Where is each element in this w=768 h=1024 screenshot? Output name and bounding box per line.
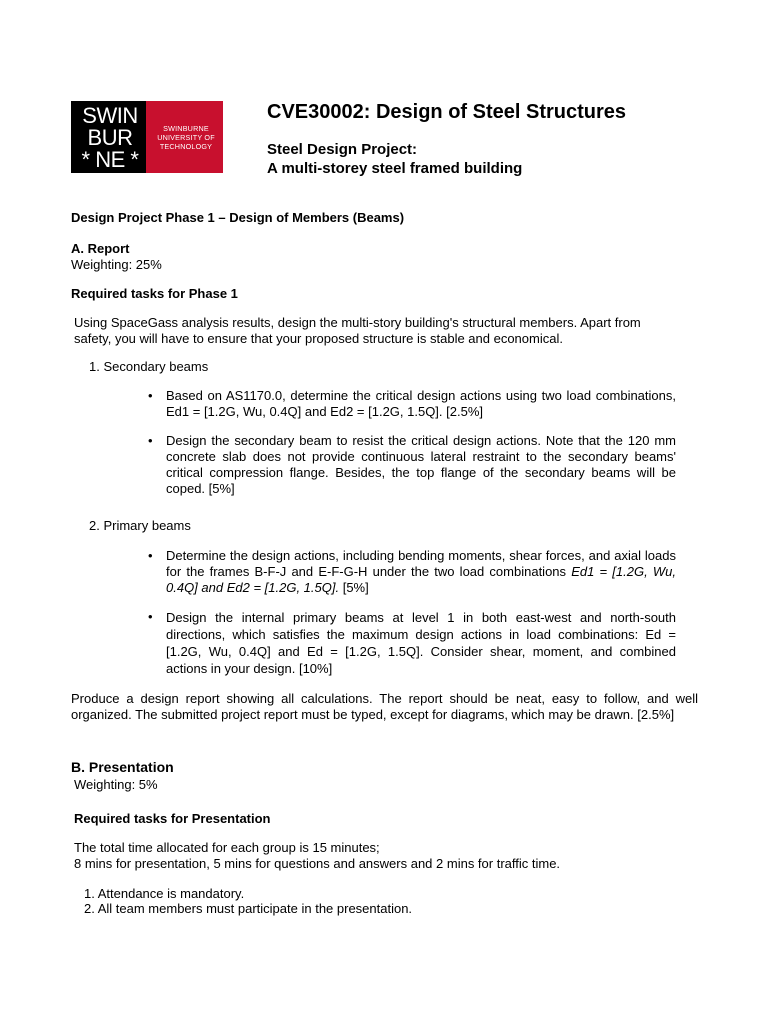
logo-uni-line-3: TECHNOLOGY	[159, 142, 213, 151]
secondary-bullet-1: Based on AS1170.0, determine the critical design actions using two load combinations, Ed1 = [1.2G, Wu, 0.4Q] and Ed2 = [1.2G, 1.5Q]. [2.5%]	[166, 388, 676, 419]
logo-word-line-1: SWIN	[82, 103, 138, 128]
item-secondary-beams: 1. Secondary beams	[89, 359, 209, 374]
logo-word-line-3: * NE *	[81, 147, 139, 172]
swinburne-logo	[71, 101, 223, 173]
time-allocation-line-1: The total time allocated for each group is 15 minutes;	[74, 840, 380, 855]
intro-paragraph: Using SpaceGass analysis results, design the multi-story building's structural members. Apart from safety, you will have to ensure that your proposed structure is stable and economical.	[74, 315, 641, 346]
time-allocation-line-2: 8 mins for presentation, 5 mins for questions and answers and 2 mins for traffic time.	[74, 856, 561, 871]
item-primary-beams: 2. Primary beams	[89, 518, 191, 533]
bullet-icon: •	[148, 433, 153, 448]
section-b-heading: B. Presentation	[71, 759, 174, 775]
bullet-icon: •	[148, 388, 153, 403]
logo-university-name	[151, 124, 221, 151]
logo-word-line-2: BUR	[87, 125, 133, 150]
secondary-bullet-2: Design the secondary beam to resist the critical design actions. Note that the 120 mm concrete slab does not provide continuous lateral restraint to the secondary beams' critical compression flange. Besides, the top flange of the secondary beams will be coped. [5%]	[166, 433, 676, 496]
phase-heading: Design Project Phase 1 – Design of Members (Beams)	[71, 210, 405, 225]
primary-bullet-1	[166, 548, 676, 596]
course-title: CVE30002: Design of Steel Structures	[267, 101, 627, 123]
section-b-tasks-heading: Required tasks for Presentation	[74, 811, 271, 826]
bullet-icon: •	[148, 609, 153, 624]
subtitle-line-2: A multi-storey steel framed building	[267, 160, 523, 177]
report-note-paragraph: Produce a design report showing all calculations. The report should be neat, easy to follow, and well organized. The submitted project report must be typed, except for diagrams, which may be drawn. [2.5%]	[71, 691, 698, 722]
presentation-list-item-2: 2. All team members must participate in the presentation.	[84, 901, 413, 916]
project-subtitle	[267, 140, 522, 178]
logo-uni-line-1: SWINBURNE	[163, 124, 209, 133]
section-b-weighting: Weighting: 5%	[74, 777, 158, 792]
section-a-weighting: Weighting: 25%	[71, 257, 162, 272]
primary-bullet-1-italic: Ed1 = [1.2G, Wu, 0.4Q] and Ed2 = [1.2G, 1.5Q].	[166, 564, 676, 595]
primary-bullet-2: Design the internal primary beams at level 1 in both east-west and north-south directions, which satisfies the maximum design actions in load combinations: Ed = [1.2G, Wu, 0.4Q] and Ed = [1.2G, 1.5Q]. Consider shear, moment, and combined actions in your design. [10%]	[166, 610, 676, 676]
primary-bullet-1-text: Determine the design actions, including bending moments, shear forces, and axial loads for the frames B-F-J and E-F-G-H under the two load combinations	[166, 548, 676, 579]
subtitle-line-1: Steel Design Project:	[267, 141, 418, 158]
primary-bullet-1-mark: [5%]	[339, 580, 369, 595]
presentation-list-item-1: 1. Attendance is mandatory.	[84, 886, 245, 901]
section-a-tasks-heading: Required tasks for Phase 1	[71, 286, 238, 301]
section-a-heading: A. Report	[71, 241, 130, 256]
bullet-icon: •	[148, 548, 153, 563]
logo-uni-line-2: UNIVERSITY OF	[157, 133, 215, 142]
